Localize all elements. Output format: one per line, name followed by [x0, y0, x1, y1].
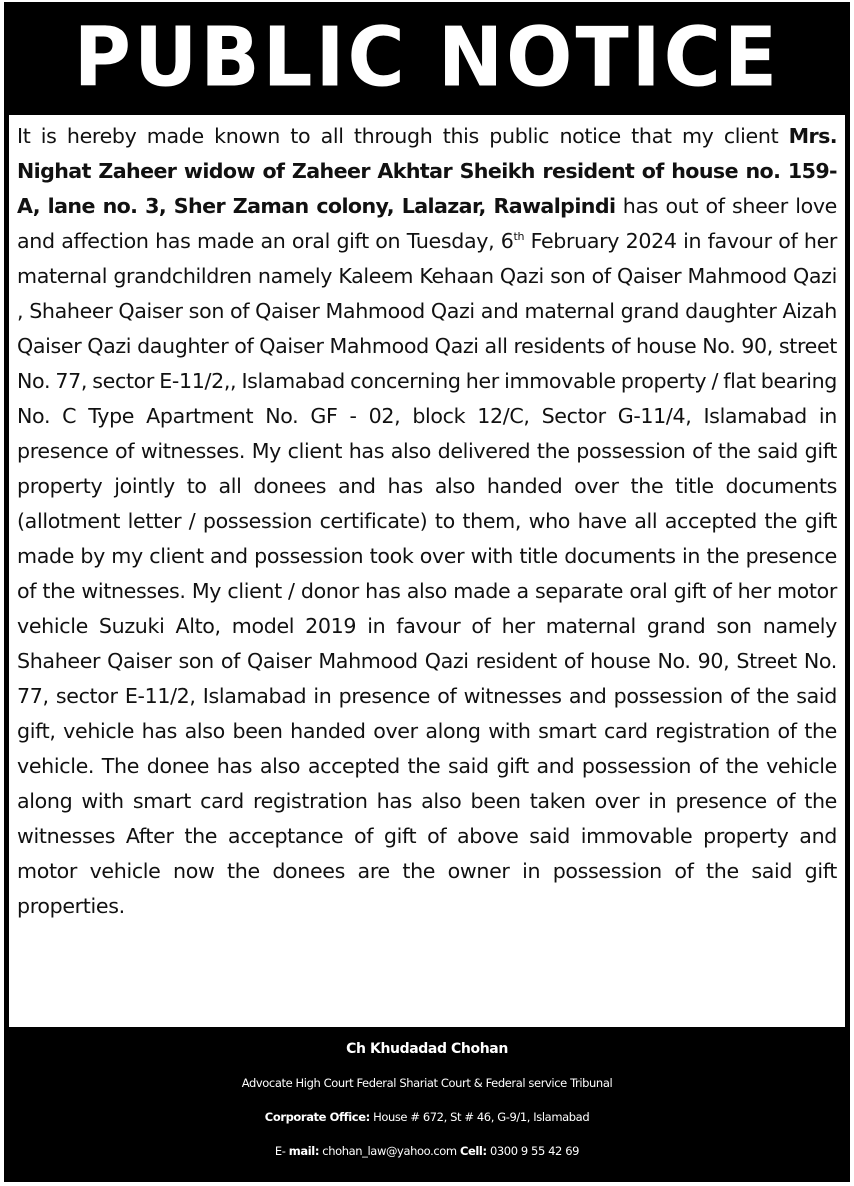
body-gift-date: has out of sheer love and affection has made an oral gift on Tuesday, 6 — [17, 194, 837, 253]
email-prefix: E- — [274, 1144, 289, 1158]
public-notice — [4, 2, 850, 1182]
body-details: February 2024 in favour of her maternal grandchildren namely Kaleem Kehaan Qazi son of Qaiser Mahmood Qazi , Shaheer Qaiser son of Qaiser Mahmood Qazi and maternal grand daughter Aizah Qaiser Qazi daughter of Qaiser Mahmood Qazi all residents of house No. 90, street No. 77, sector E-11/2,, Islamabad concerning her immovable property / flat bearing No. C Type Apartment No. GF - 02, block 12/C, Sector G-11/4, Islamabad in presence of witnesses. My client has also delivered the possession of the said gift property jointly to all donees and has also handed over the title documents (allotment letter / possession certificate) to them, who have all accepted the gift made by my client and possession took over with title documents in the presence of the witnesses. My client / donor has also made a separate oral gift of her motor vehicle Suzuki Alto, model 2019 in favour of her maternal grand son namely Shaheer Qaiser son of Qaiser Mahmood Qazi resident of house No. 90, Street No. 77, sector E-11/2, Islamabad in presence of witnesses and possession of the said gift, vehicle has also been handed over along with smart card registration of the vehicle. The donee has also accepted the said gift and possession of the vehicle along with smart card registration has also been taken over in presence of the witnesses After the acceptance of gift of above said immovable property and motor vehicle now the donees are the owner in possession of the said gift properties. — [17, 229, 838, 918]
office-address: House # 672, St # 46, G-9/1, Islamabad — [369, 1110, 590, 1124]
corporate-office — [4, 1100, 850, 1134]
office-label: Corporate Office: — [264, 1110, 370, 1124]
cell-label: Cell: — [459, 1144, 487, 1158]
cell-number: 0300 9 55 42 69 — [486, 1144, 580, 1158]
notice-footer — [4, 1032, 850, 1182]
body-intro: It is hereby made known to all through this public notice that my client — [17, 124, 789, 148]
notice-paragraph — [17, 119, 837, 924]
date-ordinal: th — [513, 230, 525, 244]
email-address: chohan_law@yahoo.com — [319, 1144, 460, 1158]
email-label: mail: — [288, 1144, 320, 1158]
client-details: Mrs. Nighat Zaheer widow of Zaheer Akhtar Sheikh resident of house no. 159-A, lane no. 3, Sher Zaman colony, Lalazar, Rawalpindi — [17, 124, 837, 218]
contact-line — [4, 1134, 850, 1168]
advocate-name: Ch Khudadad Chohan — [346, 1041, 508, 1057]
notice-body — [9, 115, 845, 1027]
advocate-designation: Advocate High Court Federal Shariat Court & Federal service Tribunal — [241, 1076, 613, 1090]
notice-title: PUBLIC NOTICE — [73, 10, 781, 106]
